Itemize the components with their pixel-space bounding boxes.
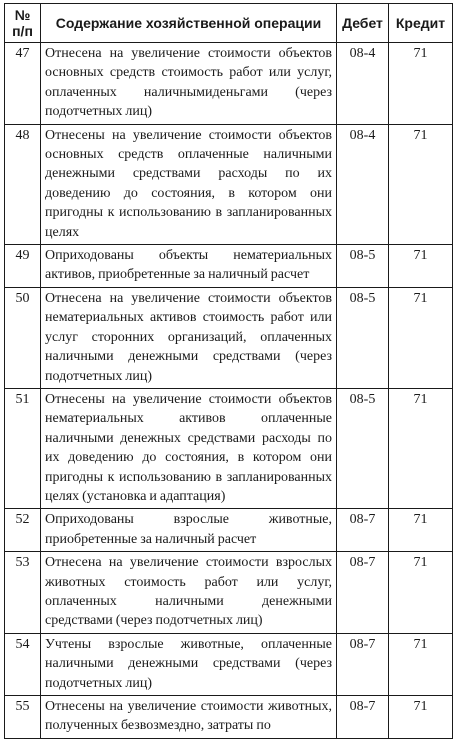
table-row (5, 696, 453, 739)
header-description: Содержание хозяйственной операции (41, 4, 337, 43)
table-row (5, 43, 453, 125)
table-row (5, 245, 453, 288)
row-credit: 71 (389, 388, 453, 508)
table-row (5, 388, 453, 508)
row-description: Оприходованы взрослые животные, приобретенные за наличный расчет (41, 509, 337, 552)
table-body (5, 43, 453, 739)
row-number: 49 (5, 245, 41, 288)
row-credit: 71 (389, 245, 453, 288)
row-number: 47 (5, 43, 41, 125)
header-debit: Дебет (337, 4, 389, 43)
table-row (5, 633, 453, 695)
row-credit: 71 (389, 552, 453, 634)
row-credit: 71 (389, 696, 453, 739)
row-description: Отнесена на увеличение стоимости объектов основных средств стоимость работ или услуг, оплаченных наличнымиденьгами (через подотчетных лиц) (41, 43, 337, 125)
row-description: Учтены взрослые животные, оплаченные наличными денежными средствами (через подотчетных лиц) (41, 633, 337, 695)
row-number: 53 (5, 552, 41, 634)
header-row (5, 4, 453, 43)
row-number: 50 (5, 287, 41, 388)
table-row (5, 509, 453, 552)
row-description: Отнесены на увеличение стоимости объектов основных средств оплаченные наличными денежными средствами расходы по их доведению до состояния, в котором они пригодны к использованию в запланированных целях (41, 124, 337, 244)
row-description: Отнесены на увеличение стоимости объектов нематериальных активов оплаченные наличными денежных средствами расходы по их доведению до состояния, в котором они пригодны к использованию в запланированных целях (установка и адаптация) (41, 388, 337, 508)
row-description: Отнесена на увеличение стоимости объектов нематериальных активов стоимость работ или услуг сторонних организаций, оплаченных наличными денежными средствами (через подотчетных лиц) (41, 287, 337, 388)
row-credit: 71 (389, 43, 453, 125)
row-number: 54 (5, 633, 41, 695)
row-debit: 08-4 (337, 43, 389, 125)
row-debit: 08-7 (337, 509, 389, 552)
row-number: 51 (5, 388, 41, 508)
row-credit: 71 (389, 509, 453, 552)
accounting-entries-table (4, 3, 453, 739)
row-debit: 08-5 (337, 388, 389, 508)
row-credit: 71 (389, 124, 453, 244)
row-credit: 71 (389, 287, 453, 388)
header-credit: Кредит (389, 4, 453, 43)
row-description: Отнесена на увеличение стоимости взрослых животных стоимость работ или услуг, оплаченных наличными денежными средствами (через подотчетных лиц) (41, 552, 337, 634)
row-debit: 08-7 (337, 633, 389, 695)
table-row (5, 124, 453, 244)
table-row (5, 287, 453, 388)
table-row (5, 552, 453, 634)
row-credit: 71 (389, 633, 453, 695)
row-number: 55 (5, 696, 41, 739)
row-description: Отнесены на увеличение стоимости животных, полученных безвозмездно, затраты по (41, 696, 337, 739)
row-debit: 08-7 (337, 552, 389, 634)
row-debit: 08-5 (337, 245, 389, 288)
row-debit: 08-7 (337, 696, 389, 739)
row-description: Оприходованы объекты нематериальных активов, приобретенные за наличный расчет (41, 245, 337, 288)
header-number: № п/п (5, 4, 41, 43)
row-number: 52 (5, 509, 41, 552)
row-number: 48 (5, 124, 41, 244)
table-header (5, 4, 453, 43)
row-debit: 08-4 (337, 124, 389, 244)
row-debit: 08-5 (337, 287, 389, 388)
